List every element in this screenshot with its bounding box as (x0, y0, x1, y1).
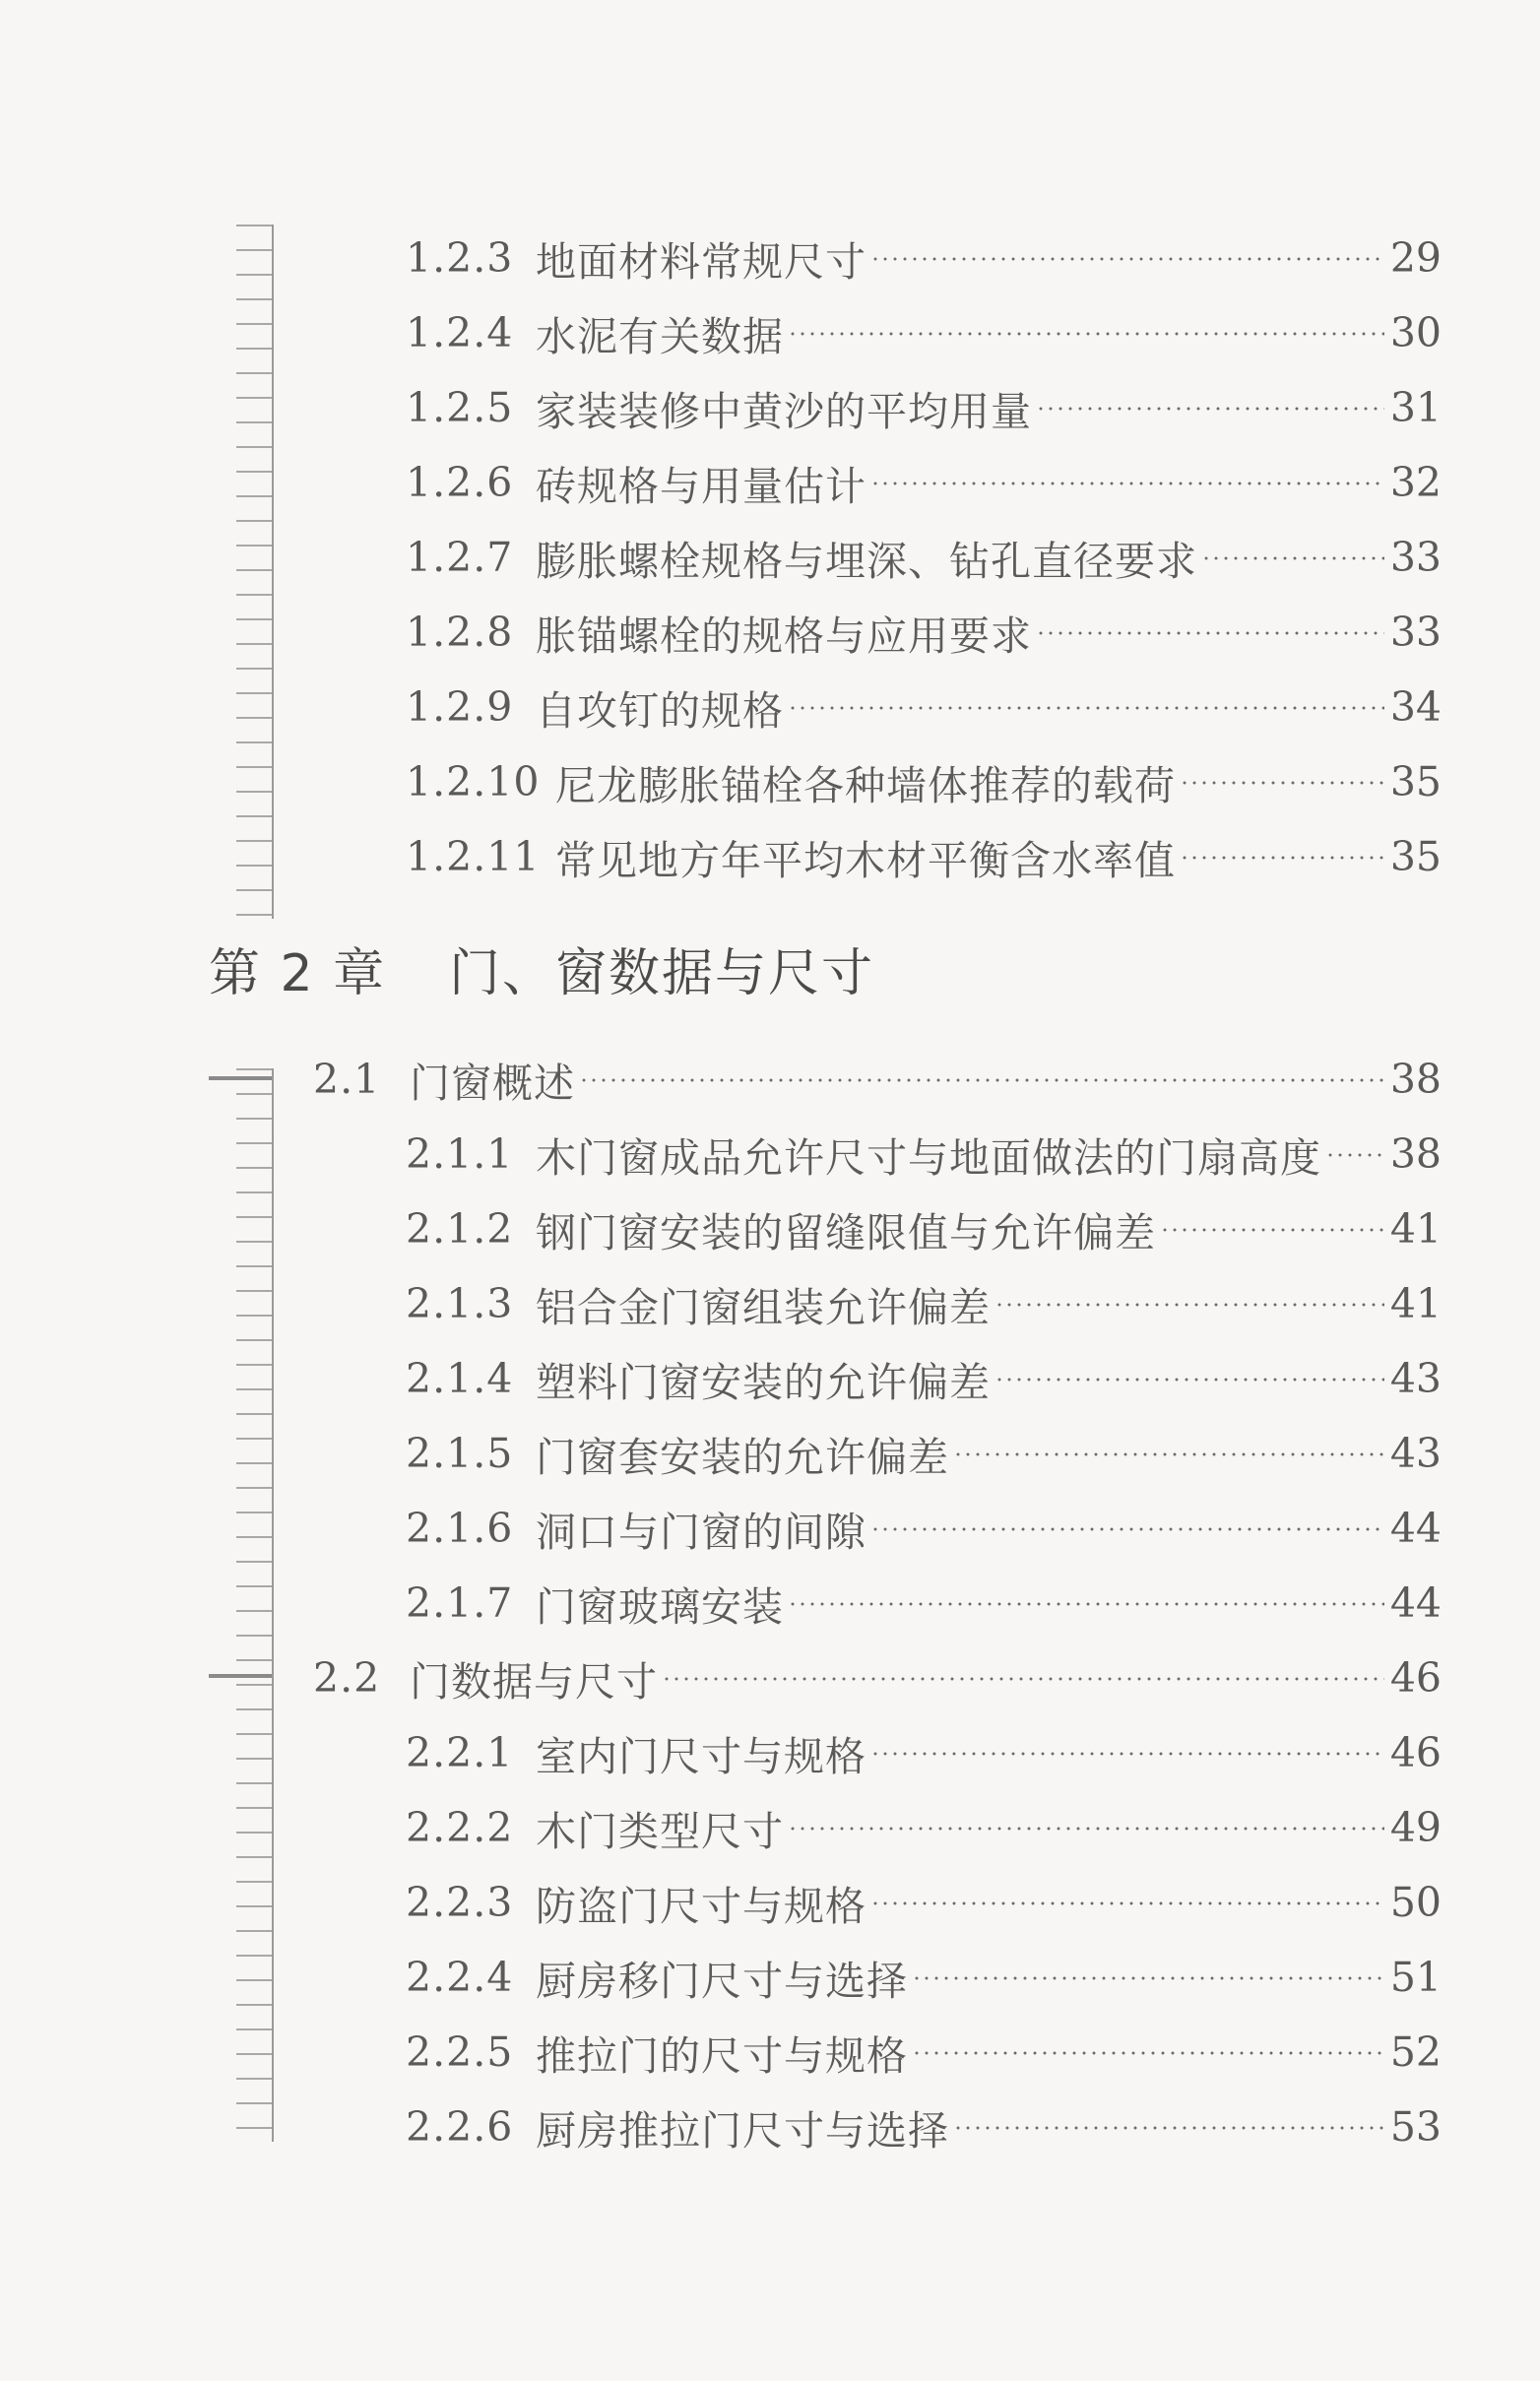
entry-page: 52 (1389, 2028, 1442, 2076)
entry-page: 30 (1389, 309, 1442, 356)
left-ruler-decoration (236, 1068, 274, 2142)
toc-entry[interactable] (406, 1424, 1442, 1483)
chapter-number: 第 2 章 (209, 943, 387, 1003)
leader-dots (953, 2117, 1384, 2137)
entry-number: 2.1.5 (406, 1430, 514, 1477)
entry-title: 防盗门尺寸与规格 (536, 1882, 866, 1930)
toc-entry[interactable] (406, 1574, 1442, 1633)
toc-entry[interactable] (406, 228, 1442, 288)
leader-dots (1201, 547, 1384, 567)
section-number: 2.2 (313, 1654, 381, 1702)
entry-title: 胀锚螺栓的规格与应用要求 (536, 611, 1032, 660)
toc-entry[interactable] (406, 1873, 1442, 1932)
toc-entry[interactable] (406, 1723, 1442, 1782)
leader-dots (870, 1743, 1384, 1763)
entry-number: 1.2.6 (406, 459, 514, 506)
leader-dots (995, 1294, 1384, 1314)
entry-number: 2.2.2 (406, 1804, 514, 1851)
entry-number: 2.1.4 (406, 1355, 514, 1402)
toc-entry[interactable] (406, 1199, 1442, 1258)
entry-page: 32 (1389, 459, 1442, 506)
leader-dots (788, 1593, 1384, 1613)
entry-title: 厨房推拉门尺寸与选择 (536, 2106, 949, 2155)
left-ruler-decoration (236, 225, 274, 919)
toc-section[interactable] (313, 1648, 1442, 1707)
entry-title: 厨房移门尺寸与选择 (536, 1957, 908, 2005)
leader-dots (1160, 1219, 1384, 1239)
leader-dots (1180, 772, 1384, 792)
leader-dots (662, 1668, 1384, 1688)
entry-page: 41 (1389, 1280, 1442, 1327)
entry-number: 1.2.8 (406, 609, 514, 656)
toc-entry[interactable] (406, 1274, 1442, 1333)
ruler-accent-mark (209, 1674, 272, 1678)
entry-number: 2.1.7 (406, 1579, 514, 1627)
leader-dots (870, 248, 1384, 268)
leader-dots (870, 473, 1384, 492)
entry-title: 木门窗成品允许尺寸与地面做法的门扇高度 (536, 1133, 1321, 1182)
entry-title: 木门类型尺寸 (536, 1807, 784, 1855)
entry-number: 1.2.7 (406, 534, 514, 581)
toc-entry[interactable] (406, 1798, 1442, 1857)
entry-number: 2.1.2 (406, 1205, 514, 1253)
toc-entry[interactable] (406, 2023, 1442, 2082)
entry-page: 43 (1389, 1355, 1442, 1402)
entry-title: 砖规格与用量估计 (536, 462, 866, 510)
toc-section[interactable] (313, 1050, 1442, 1109)
leader-dots (912, 2042, 1384, 2062)
leader-dots (870, 1893, 1384, 1912)
entry-page: 51 (1389, 1954, 1442, 2001)
leader-dots (788, 1818, 1384, 1837)
entry-page: 50 (1389, 1879, 1442, 1926)
entry-page: 44 (1389, 1579, 1442, 1627)
entry-title: 钢门窗安装的留缝限值与允许偏差 (536, 1208, 1156, 1256)
entry-number: 1.2.5 (406, 384, 514, 431)
toc-entry[interactable] (406, 752, 1442, 811)
entry-page: 49 (1389, 1804, 1442, 1851)
toc-entry[interactable] (406, 1349, 1442, 1408)
leader-dots (1036, 398, 1384, 418)
toc-entry[interactable] (406, 1948, 1442, 2007)
entry-title: 门窗玻璃安装 (536, 1582, 784, 1631)
leader-dots (579, 1069, 1384, 1089)
toc-entry[interactable] (406, 378, 1442, 437)
entry-page: 31 (1389, 384, 1442, 431)
entry-number: 1.2.10 (406, 758, 541, 805)
leader-dots (1180, 847, 1384, 867)
entry-page: 44 (1389, 1505, 1442, 1552)
entry-title: 地面材料常规尺寸 (536, 237, 866, 286)
section-title: 门数据与尺寸 (410, 1657, 658, 1705)
entry-number: 2.2.3 (406, 1879, 514, 1926)
leader-dots (788, 697, 1384, 717)
entry-title: 门窗套安装的允许偏差 (536, 1433, 949, 1481)
section-title: 门窗概述 (410, 1059, 575, 1107)
entry-number: 2.2.4 (406, 1954, 514, 2001)
toc-entry[interactable] (406, 677, 1442, 737)
leader-dots (788, 323, 1384, 343)
entry-title: 铝合金门窗组装允许偏差 (536, 1283, 991, 1331)
entry-page: 35 (1389, 758, 1442, 805)
entry-page: 35 (1389, 833, 1442, 880)
section-page: 46 (1389, 1654, 1442, 1702)
leader-dots (1036, 622, 1384, 642)
entry-number: 2.1.3 (406, 1280, 514, 1327)
leader-dots (953, 1444, 1384, 1463)
section-number: 2.1 (313, 1056, 381, 1103)
entry-title: 膨胀螺栓规格与埋深、钻孔直径要求 (536, 537, 1197, 585)
entry-number: 2.1.1 (406, 1130, 514, 1178)
toc-entry[interactable] (406, 2097, 1442, 2156)
entry-title: 尼龙膨胀锚栓各种墙体推荐的载荷 (555, 761, 1176, 809)
section-page: 38 (1389, 1056, 1442, 1103)
entry-title: 水泥有关数据 (536, 312, 784, 360)
entry-number: 2.2.5 (406, 2028, 514, 2076)
entry-page: 43 (1389, 1430, 1442, 1477)
entry-page: 46 (1389, 1729, 1442, 1776)
entry-title: 塑料门窗安装的允许偏差 (536, 1358, 991, 1406)
leader-dots (1325, 1144, 1384, 1164)
entry-page: 41 (1389, 1205, 1442, 1253)
entry-number: 2.2.6 (406, 2103, 514, 2151)
toc-entry[interactable] (406, 1125, 1442, 1184)
entry-title: 室内门尺寸与规格 (536, 1732, 866, 1780)
ruler-accent-mark (209, 1076, 272, 1080)
chapter-heading[interactable] (209, 933, 874, 1002)
toc-entry[interactable] (406, 453, 1442, 512)
entry-number: 1.2.3 (406, 234, 514, 282)
entry-page: 53 (1389, 2103, 1442, 2151)
leader-dots (995, 1369, 1384, 1388)
entry-number: 2.2.1 (406, 1729, 514, 1776)
toc-entry[interactable] (406, 528, 1442, 587)
entry-page: 33 (1389, 534, 1442, 581)
entry-page: 34 (1389, 683, 1442, 731)
toc-entry[interactable] (406, 827, 1442, 886)
entry-page: 29 (1389, 234, 1442, 282)
entry-page: 38 (1389, 1130, 1442, 1178)
entry-number: 1.2.11 (406, 833, 541, 880)
entry-number: 2.1.6 (406, 1505, 514, 1552)
chapter-title: 门、窗数据与尺寸 (449, 943, 875, 1003)
toc-entry[interactable] (406, 303, 1442, 362)
entry-title: 家装装修中黄沙的平均用量 (536, 387, 1032, 435)
toc-entry[interactable] (406, 1499, 1442, 1558)
entry-title: 常见地方年平均木材平衡含水率值 (555, 836, 1176, 884)
leader-dots (912, 1967, 1384, 1987)
entry-page: 33 (1389, 609, 1442, 656)
entry-title: 洞口与门窗的间隙 (536, 1508, 866, 1556)
toc-entry[interactable] (406, 603, 1442, 662)
entry-number: 1.2.9 (406, 683, 514, 731)
entry-title: 推拉门的尺寸与规格 (536, 2031, 908, 2080)
entry-title: 自攻钉的规格 (536, 686, 784, 735)
entry-number: 1.2.4 (406, 309, 514, 356)
leader-dots (870, 1518, 1384, 1538)
